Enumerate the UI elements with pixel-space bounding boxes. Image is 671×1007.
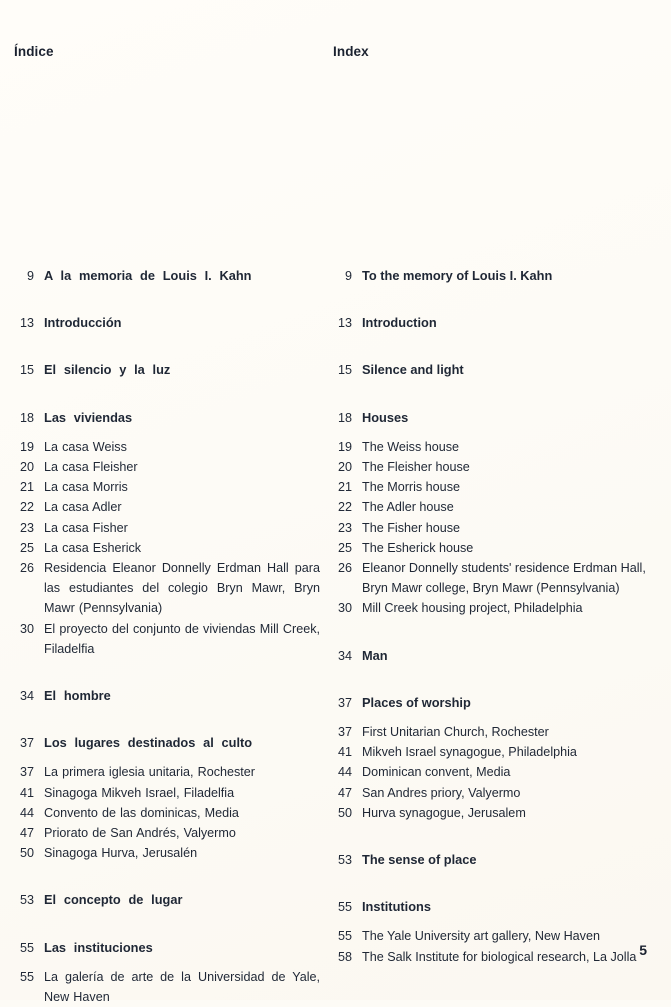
toc-entry-title: To the memory of Louis I. Kahn [362, 268, 553, 283]
toc-entry-title: Mill Creek housing project, Philadelphia [362, 601, 583, 616]
section-spacer [325, 333, 655, 360]
toc-entry-title: Introducción [44, 315, 122, 331]
toc-page-number: 47 [337, 785, 352, 800]
section-spacer [325, 870, 655, 897]
toc-page-number: 9 [26, 269, 34, 283]
toc-sub-entry[interactable] [325, 497, 655, 517]
subsection-spacer [0, 428, 320, 437]
toc-page-number: 34 [19, 689, 34, 704]
toc-sub-entry[interactable] [325, 538, 655, 558]
toc-page-number: 37 [337, 725, 352, 740]
toc-entry-title: The Esherick house [362, 540, 474, 555]
toc-sub-entry[interactable] [0, 843, 320, 863]
toc-section-entry[interactable] [325, 408, 655, 428]
toc-page-number: 13 [337, 316, 352, 331]
toc-entry-title: La primera iglesia unitaria, Rochester [44, 765, 255, 780]
toc-sub-entry[interactable] [325, 518, 655, 538]
toc-entry-title: Silence and light [362, 362, 464, 378]
toc-page-number: 55 [19, 940, 34, 955]
toc-entry-title: Places of worship [362, 694, 471, 710]
toc-sub-entry[interactable] [325, 803, 655, 823]
toc-entry-title: Residencia Eleanor Donnelly Erdman Hall para las estudiantes del colegio Bryn Mawr, Bryn Mawr (Pennsylvania) [44, 561, 320, 616]
toc-page-number: 26 [337, 561, 352, 576]
section-spacer [325, 823, 655, 850]
table-of-contents-english [325, 266, 655, 967]
toc-sub-entry[interactable] [325, 762, 655, 782]
toc-section-entry[interactable] [325, 360, 655, 380]
toc-entry-title: A la memoria de Louis I. Kahn [44, 268, 252, 283]
toc-sub-entry[interactable] [0, 823, 320, 843]
toc-sub-entry[interactable] [325, 742, 655, 762]
toc-page-number: 41 [19, 785, 34, 800]
toc-page-number: 41 [337, 745, 352, 760]
subsection-spacer [325, 428, 655, 437]
toc-section-entry[interactable] [0, 266, 320, 286]
toc-entry-title: The Weiss house [362, 439, 460, 454]
toc-entry-title: The Yale University art gallery, New Haven [362, 929, 600, 944]
section-spacer [0, 863, 320, 890]
toc-page-number: 15 [19, 363, 34, 378]
subsection-spacer [325, 917, 655, 926]
toc-page-number: 30 [19, 621, 34, 636]
english-column-header: Index [333, 44, 369, 59]
toc-entry-title: Las instituciones [44, 939, 153, 955]
toc-section-entry[interactable] [0, 408, 320, 428]
toc-page-number: 50 [19, 846, 34, 861]
toc-section-entry[interactable] [325, 897, 655, 917]
toc-sub-entry[interactable] [0, 803, 320, 823]
toc-page-number: 21 [337, 480, 352, 495]
toc-sub-entry[interactable] [0, 477, 320, 497]
toc-entry-title: Mikveh Israel synagogue, Philadelphia [362, 745, 577, 760]
section-spacer [325, 286, 655, 313]
toc-sub-entry[interactable] [325, 783, 655, 803]
toc-sub-entry[interactable] [0, 518, 320, 538]
toc-section-entry[interactable] [0, 938, 320, 958]
toc-page-number: 20 [337, 460, 352, 475]
toc-entry-title: San Andres priory, Valyermo [362, 785, 521, 800]
toc-sub-entry[interactable] [325, 477, 655, 497]
toc-entry-title: La casa Morris [44, 480, 128, 495]
toc-page-number: 19 [337, 439, 352, 454]
toc-entry-title: La casa Esherick [44, 540, 142, 555]
toc-entry-title: Las viviendas [44, 409, 133, 425]
toc-entry-title: Dominican convent, Media [362, 765, 511, 780]
toc-entry-title: La casa Weiss [44, 439, 127, 454]
toc-sub-entry[interactable] [325, 926, 655, 946]
toc-page-number: 37 [19, 765, 34, 780]
toc-page-number: 22 [19, 500, 34, 515]
toc-page-number: 55 [337, 900, 352, 915]
toc-entry-title: Houses [362, 409, 409, 425]
toc-entry-title: Sinagoga Hurva, Jerusalén [44, 846, 198, 861]
toc-entry-title: Eleanor Donnelly students' residence Erdman Hall, Bryn Mawr college, Bryn Mawr (Pennsylvania) [362, 561, 646, 596]
section-spacer [325, 619, 655, 646]
toc-page-number: 30 [337, 601, 352, 616]
spanish-column-header: Índice [14, 44, 54, 59]
toc-entry-title: La casa Adler [44, 500, 122, 515]
toc-page-number: 37 [19, 736, 34, 751]
toc-sub-entry[interactable] [325, 947, 655, 967]
toc-sub-entry[interactable] [0, 497, 320, 517]
toc-page-number: 22 [337, 500, 352, 515]
toc-entry-title: The Fisher house [362, 520, 461, 535]
section-spacer [0, 333, 320, 360]
toc-entry-title: La galería de arte de la Universidad de Yale, New Haven [44, 969, 320, 1005]
toc-entry-title: The Salk Institute for biological research, La Jolla [362, 949, 637, 964]
toc-sub-entry[interactable] [325, 598, 655, 618]
toc-sub-entry[interactable] [325, 722, 655, 742]
toc-sub-entry[interactable] [0, 457, 320, 477]
toc-entry-title: Institutions [362, 899, 431, 915]
toc-entry-title: La casa Fisher [44, 520, 128, 535]
toc-entry-title: El silencio y la luz [44, 362, 171, 378]
toc-page-number: 53 [19, 893, 34, 908]
section-spacer [0, 381, 320, 408]
toc-page-number: 23 [19, 520, 34, 535]
toc-entry-title: The Morris house [362, 480, 460, 495]
toc-sub-entry[interactable] [325, 558, 655, 598]
subsection-spacer [325, 713, 655, 722]
toc-page-number: 37 [337, 695, 352, 710]
toc-section-entry[interactable] [0, 890, 320, 910]
toc-page-number: 55 [19, 969, 34, 984]
toc-entry-title: Priorato de San Andrés, Valyermo [44, 826, 236, 841]
toc-entry-title: Sinagoga Mikveh Israel, Filadelfia [44, 785, 235, 800]
toc-page-number: 58 [337, 949, 352, 964]
section-spacer [325, 666, 655, 693]
toc-section-entry[interactable] [325, 266, 655, 286]
section-spacer [0, 286, 320, 313]
toc-page-number: 19 [19, 439, 34, 454]
toc-page-number: 13 [19, 316, 34, 331]
toc-page-number: 15 [337, 363, 352, 378]
toc-page-number: 34 [337, 648, 352, 663]
toc-page-number: 55 [337, 929, 352, 944]
subsection-spacer [0, 958, 320, 967]
toc-entry-title: First Unitarian Church, Rochester [362, 725, 549, 740]
toc-entry-title: The Fleisher house [362, 460, 470, 475]
toc-section-entry[interactable] [325, 850, 655, 870]
section-spacer [0, 706, 320, 733]
section-spacer [325, 381, 655, 408]
toc-sub-entry[interactable] [0, 619, 320, 659]
toc-page-number: 18 [19, 410, 34, 425]
toc-sub-entry[interactable] [325, 437, 655, 457]
table-of-contents-spanish [0, 266, 320, 1007]
toc-entry-title: The Adler house [362, 500, 454, 515]
toc-entry-title: El concepto de lugar [44, 892, 183, 908]
toc-section-entry[interactable] [325, 646, 655, 666]
toc-section-entry[interactable] [0, 733, 320, 753]
toc-section-entry[interactable] [0, 360, 320, 380]
toc-page-number: 53 [337, 853, 352, 868]
toc-entry-title: Man [362, 647, 388, 663]
subsection-spacer [0, 753, 320, 762]
section-spacer [0, 911, 320, 938]
toc-sub-entry[interactable] [325, 457, 655, 477]
toc-section-entry[interactable] [0, 686, 320, 706]
toc-entry-title: Los lugares destinados al culto [44, 735, 253, 751]
toc-entry-title: Hurva synagogue, Jerusalem [362, 805, 526, 820]
toc-entry-title: El hombre [44, 688, 111, 704]
toc-sub-entry[interactable] [0, 967, 320, 1007]
toc-page-number: 25 [337, 540, 352, 555]
toc-page-number: 26 [19, 561, 34, 576]
toc-section-entry[interactable] [0, 313, 320, 333]
toc-page-number: 20 [19, 460, 34, 475]
toc-page-number: 25 [19, 540, 34, 555]
toc-page-number: 21 [19, 480, 34, 495]
toc-entry-title: Introduction [362, 315, 437, 331]
toc-entry-title: El proyecto del conjunto de viviendas Mill Creek, Filadelfia [44, 621, 320, 656]
toc-section-entry[interactable] [325, 313, 655, 333]
toc-page-number: 9 [344, 269, 352, 283]
toc-entry-title: The sense of place [362, 852, 477, 868]
toc-page-number: 47 [19, 826, 34, 841]
toc-sub-entry[interactable] [0, 538, 320, 558]
toc-sub-entry[interactable] [0, 762, 320, 782]
toc-section-entry[interactable] [325, 693, 655, 713]
section-spacer [0, 659, 320, 686]
toc-entry-title: La casa Fleisher [44, 460, 138, 475]
toc-page-number: 18 [337, 410, 352, 425]
toc-entry-title: Convento de las dominicas, Media [44, 805, 239, 820]
toc-page-number: 44 [337, 765, 352, 780]
toc-sub-entry[interactable] [0, 558, 320, 619]
toc-sub-entry[interactable] [0, 437, 320, 457]
toc-page-number: 23 [337, 520, 352, 535]
toc-page-number: 44 [19, 805, 34, 820]
page-number: 5 [639, 942, 647, 958]
toc-sub-entry[interactable] [0, 783, 320, 803]
toc-page-number: 50 [337, 805, 352, 820]
